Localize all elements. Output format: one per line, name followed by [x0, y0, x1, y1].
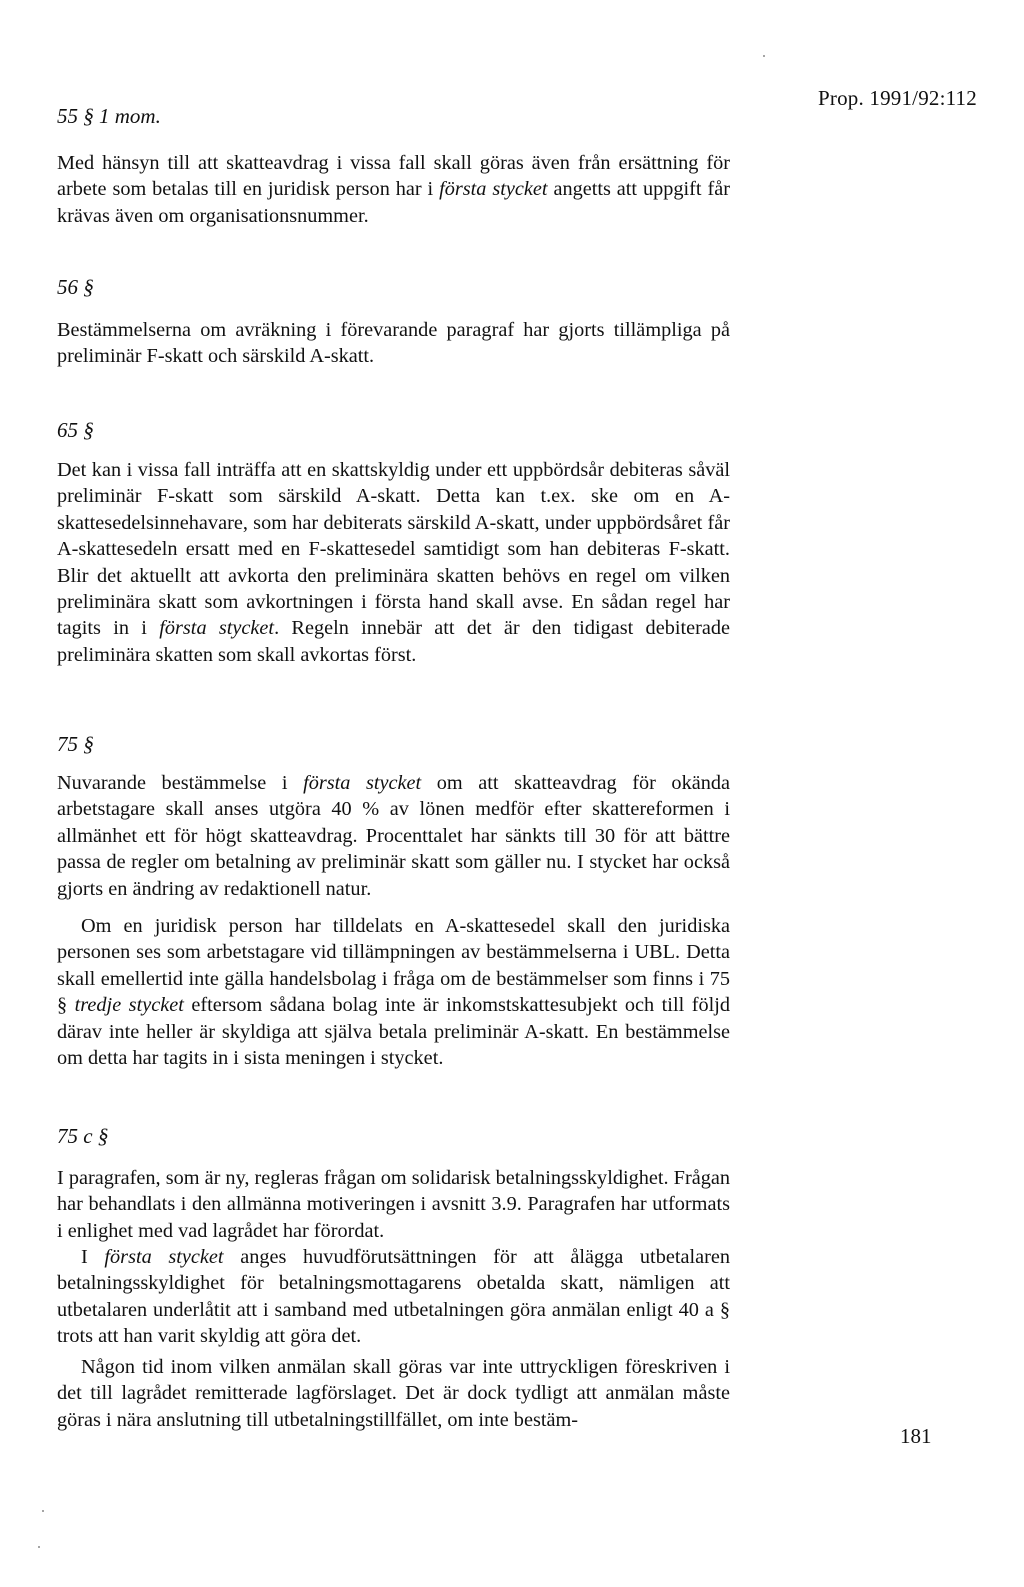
- paragraph-56-1: Bestämmelserna om avräkning i förevarande paragraf har gjorts tillämpliga på preliminär F-skatt och särskild A-skatt.: [57, 319, 730, 368]
- paragraph-75c-2: I första stycket anges huvudförutsättningen för att ålägga utbetalaren betalningsskyldighet för betalningsmottagarens obetalda skatt, nämligen att utbetalaren underlåtit att i samband med utbetalningen göra anmälan enligt 40 a § trots att han varit skyldig att göra det.: [57, 1246, 731, 1348]
- scan-speck: [38, 1546, 40, 1548]
- paragraph-75c-3: Någon tid inom vilken anmälan skall göras var inte uttryckligen föreskriven i det till lagrådet remitterade lagförslaget. Det är dock tydligt att anmälan måste göras i nära anslutning till utbetalningstillfället, om inte bestäm-: [57, 1356, 730, 1431]
- section-heading-75c: 75 c §: [57, 1124, 109, 1148]
- section-heading-75: 75 §: [57, 732, 94, 756]
- section-heading-55: 55 § 1 mom.: [57, 104, 161, 128]
- section-heading-65: 65 §: [57, 418, 94, 442]
- section-heading-56: 56 §: [57, 275, 94, 299]
- page-number: 181: [900, 1424, 932, 1448]
- document-reference: Prop. 1991/92:112: [818, 86, 977, 110]
- paragraph-75-1: Nuvarande bestämmelse i första stycket om att skatteavdrag för okända arbetstagare skall anses utgöra 40 % av lönen medför efter skattereformen i allmänhet ett för högt skatteavdrag. Procenttalet har sänkts till 30 för att bättre passa de regler om betalning av preliminär skatt som gäller nu. I stycket har också gjorts en ändring av redaktionell natur.: [57, 772, 730, 900]
- paragraph-65-1: Det kan i vissa fall inträffa att en skattskyldig under ett uppbördsår debiteras såväl preliminär F-skatt som särskild A-skatt. Detta kan t.ex. ske om en A-skattesedelsinnehavare, som har debiterats särskild A-skatt, under uppbördsåret får A-skattesedeln ersatt med en F-skattesedel samtidigt som han debiteras F-skatt. Blir det aktuellt att avkorta den preliminära skatten behövs en regel om vilken preliminära skatt som avkortningen i första hand skall avse. En sådan regel har tagits in i första stycket. Regeln innebär att det är den tidigast debiterade preliminära skatten som skall avkortas först.: [57, 459, 731, 666]
- scan-speck: [42, 1510, 44, 1512]
- scan-speck: [763, 55, 765, 57]
- paragraph-55-1: Med hänsyn till att skatteavdrag i vissa fall skall göras även från ersättning för arbete som betalas till en juridisk person har i första stycket angetts att uppgift får krävas även om organisationsnummer.: [57, 152, 730, 227]
- paragraph-75c-1: I paragrafen, som är ny, regleras frågan om solidarisk betalningsskyldighet. Frågan har behandlats i den allmänna motiveringen i avsnitt 3.9. Paragrafen har utformats i enlighet med vad lagrådet har förordat.: [57, 1167, 730, 1242]
- paragraph-75-2: Om en juridisk person har tilldelats en A-skattesedel skall den juridiska personen ses som arbetstagare vid tillämpningen av bestämmelserna i UBL. Detta skall emellertid inte gälla handelsbolag i fråga om de bestämmelser som finns i 75 § tredje stycket eftersom sådana bolag inte är inkomstskattesubjekt och till följd därav inte heller är skyldiga att själva betala preliminär A-skatt. En bestämmelse om detta har tagits in i sista meningen i stycket.: [57, 915, 731, 1070]
